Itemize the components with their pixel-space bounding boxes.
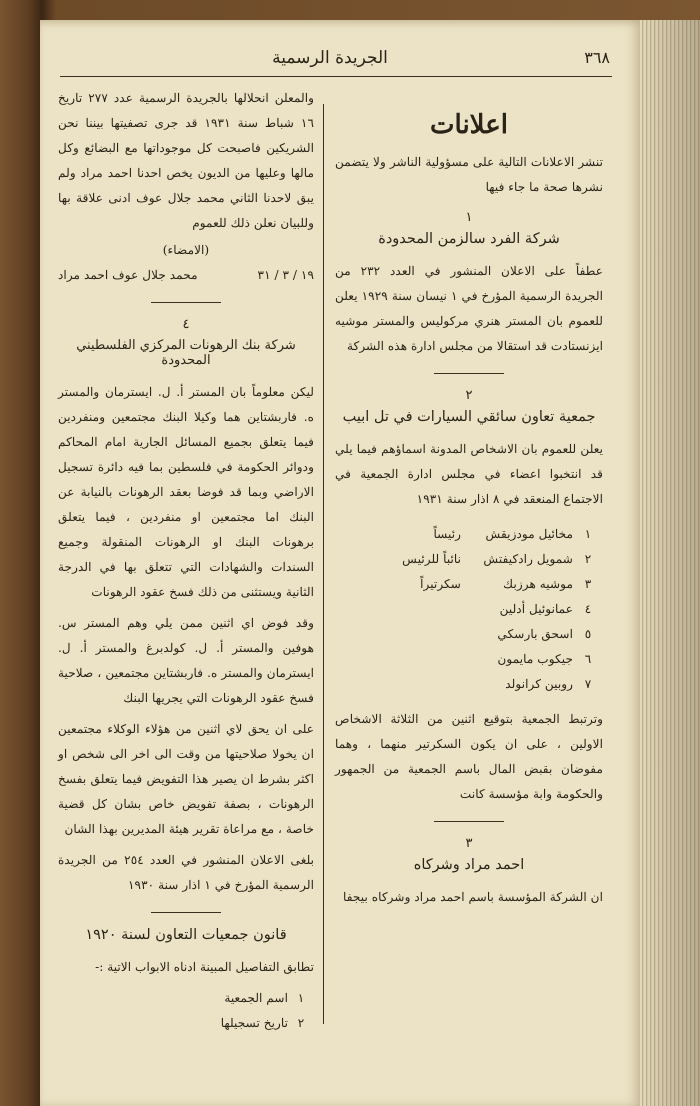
- notice-2-closing: وترتبط الجمعية بتوقيع اثنين من الثلاثة الاشخاص الاولين ، على ان يكون السكرتير منهما ، وهما مفوضان بقبض المال باسم الجمعية من الجمهور والحكومة وابة مؤسسة كانت: [335, 712, 603, 801]
- notice-1-body: عطفاً على الاعلان المنشور في العدد ٢٣٢ من الجريدة الرسمية المؤرخ في ١ نيسان سنة ١٩٢٩ يعلن للعموم بان المستر هنري مركوليس والمستر موشيه ايزنستادت قد استقالا من مجلس ادارة هذه الشركة: [335, 264, 603, 353]
- notice-2-body: يعلن للعموم بان الاشخاص المدونة اسماؤهم فيما يلي قد انتخبوا اعضاء في مجلس ادارة الجمعية في الاجتماع المنعقد في ٨ اذار سنة ١٩٣١: [335, 442, 603, 506]
- member-name: مخائيل مودزيقش: [485, 527, 573, 541]
- member-number: ٥: [584, 627, 592, 641]
- member-name: روبين كرانولد: [505, 677, 573, 691]
- signature-date: ١٩ / ٣ / ٣١: [257, 268, 314, 282]
- separator: [434, 373, 504, 374]
- member-number: ١: [584, 527, 592, 541]
- member-number: ٤: [584, 602, 592, 616]
- notice-4-para-4: بلغى الاعلان المنشور في العدد ٢٥٤ من الجريدة الرسمية المؤرخ في ١ اذار سنة ١٩٣٠: [58, 853, 314, 892]
- gazette-page: [40, 20, 640, 1106]
- member-role: رئيساً: [433, 527, 461, 541]
- member-role: [371, 672, 461, 697]
- signature-names: محمد جلال عوف احمد مراد: [58, 268, 198, 282]
- notice-4-number: ٤: [182, 317, 190, 332]
- separator: [434, 821, 504, 822]
- notice-4-para-3: على ان يحق لاي اثنين من هؤلاء الوكلاء مجتمعين ان يخولا صلاحيتها من وقت الى اخر الى شخص او اكثر بشرط ان يصير هذا التفويض فيما يتعلق بفسخ الرهونات ، بصفة تفويض خاص بشان كل قضية خاصة ، مع مراعاة تقرير هيئة المديرين بهذا الشان: [58, 722, 314, 836]
- notice-3-body: ان الشركة المؤسسة باسم احمد مراد وشركاه بيجفا: [343, 890, 603, 904]
- member-number: ٧: [584, 677, 592, 691]
- notice-1-heading: شركة الفرد سالزمن المحدودة: [378, 231, 560, 247]
- member-role: نائباً للرئيس: [402, 552, 461, 566]
- notice-2-number: ٢: [465, 388, 473, 403]
- list-item: [58, 1011, 314, 1036]
- notice-3-heading: احمد مراد وشركاه: [413, 857, 525, 873]
- list-item: [335, 647, 603, 672]
- column-divider: [323, 104, 324, 1024]
- notice-4-heading: شركة بنك الرهونات المركزي الفلسطيني المحدودة: [76, 338, 296, 368]
- header-rule: [60, 76, 612, 77]
- member-number: ٦: [584, 652, 592, 666]
- page-edges: [640, 20, 700, 1106]
- member-name: جيكوب مايمون: [497, 652, 573, 666]
- law-items: [58, 986, 314, 1036]
- member-name: موشيه هرزبك: [503, 577, 573, 591]
- signature-row: [58, 263, 314, 288]
- list-item: [335, 522, 603, 547]
- members-list: [335, 522, 603, 697]
- law-item-text: تاريخ تسجيلها: [220, 1016, 288, 1030]
- law-heading: قانون جمعيات التعاون لسنة ١٩٢٠: [85, 927, 287, 943]
- notice-2-heading: جمعية تعاون سائقي السيارات في تل ابيب: [342, 409, 596, 425]
- notice-3-number: ٣: [465, 836, 473, 851]
- law-item-text: اسم الجمعية: [224, 991, 288, 1005]
- continuation-text: والمعلن انحلالها بالجريدة الرسمية عدد ٢٧٧ تاريخ ١٦ شباط سنة ١٩٣١ قد جرى تصفيتها بيننا نحن الشريكين فاصبحت كل موجوداتها مع البضائع وكل مالها وعليها من الديون يخص احدنا احمد مراد ولم يبق لاحدنا الثاني محمد جلال عوف ادنى علاقة بها وللبيان نعلن ذلك للعموم: [58, 91, 315, 230]
- list-item: [335, 547, 603, 572]
- notice-4-para-2: وقد فوض اي اثنين ممن يلي وهم المستر س. هوفين والمستر أ. ل. كولدبرغ والمستر أ. ل. ايسترمان والمستر ه. فاربشتاين مجتمعين ، صلاحية فسخ عقود الرهونات التي يجريها البنك: [58, 616, 314, 705]
- list-item: [335, 597, 603, 622]
- notice-4-para-1: ليكن معلوماً بان المستر أ. ل. ايسترمان والمستر ه. فاربشتاين هما وكيلا البنك مجتمعين ومنفردين فيما يتعلق بجميع المسائل الجارية امام المحاكم ودوائر الحكومة في فلسطين بما فيه دائرة تسجيل الاراضي وبما قد فوضا بعقد الرهونات بالنيابة عن البنك اما مجتمعين او منفردين ، فيما يتعلق برهونات البنك او الرهونات المنقولة وجميع السندات والشهادات التي تتعلق بها في الدرجة الثانية ويستثنى من ذلك فسخ عقود الرهونات: [58, 385, 314, 599]
- signature-label: (الامضاء): [162, 243, 210, 257]
- page-edges-shade: [640, 20, 700, 1106]
- law-item-number: ٢: [297, 1016, 305, 1030]
- list-item: [335, 572, 603, 597]
- member-number: ٢: [584, 552, 592, 566]
- member-name: شمويل رادكيفتش: [483, 552, 573, 566]
- separator: [151, 912, 221, 913]
- notice-1-number: ١: [465, 210, 473, 225]
- list-item: [335, 672, 603, 697]
- member-role: سكرتيراً: [420, 577, 461, 591]
- law-item-number: ١: [297, 991, 305, 1005]
- list-item: [58, 986, 314, 1011]
- member-role: [371, 622, 461, 647]
- member-name: عمانوئيل أدلين: [499, 602, 573, 616]
- list-item: [335, 622, 603, 647]
- announcements-intro: تنشر الاعلانات التالية على مسؤولية الناشر ولا يتضمن نشرها صحة ما جاء فيها: [335, 155, 603, 194]
- page-header: [40, 44, 640, 74]
- member-role: [371, 647, 461, 672]
- journal-title: الجريدة الرسمية: [272, 48, 388, 68]
- page-number: ٣٦٨: [584, 48, 610, 67]
- member-role: [371, 597, 461, 622]
- announcements-title: اعلانات: [430, 110, 508, 140]
- left-column: [58, 86, 314, 1036]
- right-column: [335, 86, 603, 910]
- member-number: ٣: [584, 577, 592, 591]
- member-name: اسحق بارسكي: [497, 627, 573, 641]
- separator: [151, 302, 221, 303]
- law-intro: تطابق التفاصيل المبينة ادناه الابواب الاتية :-: [95, 960, 314, 974]
